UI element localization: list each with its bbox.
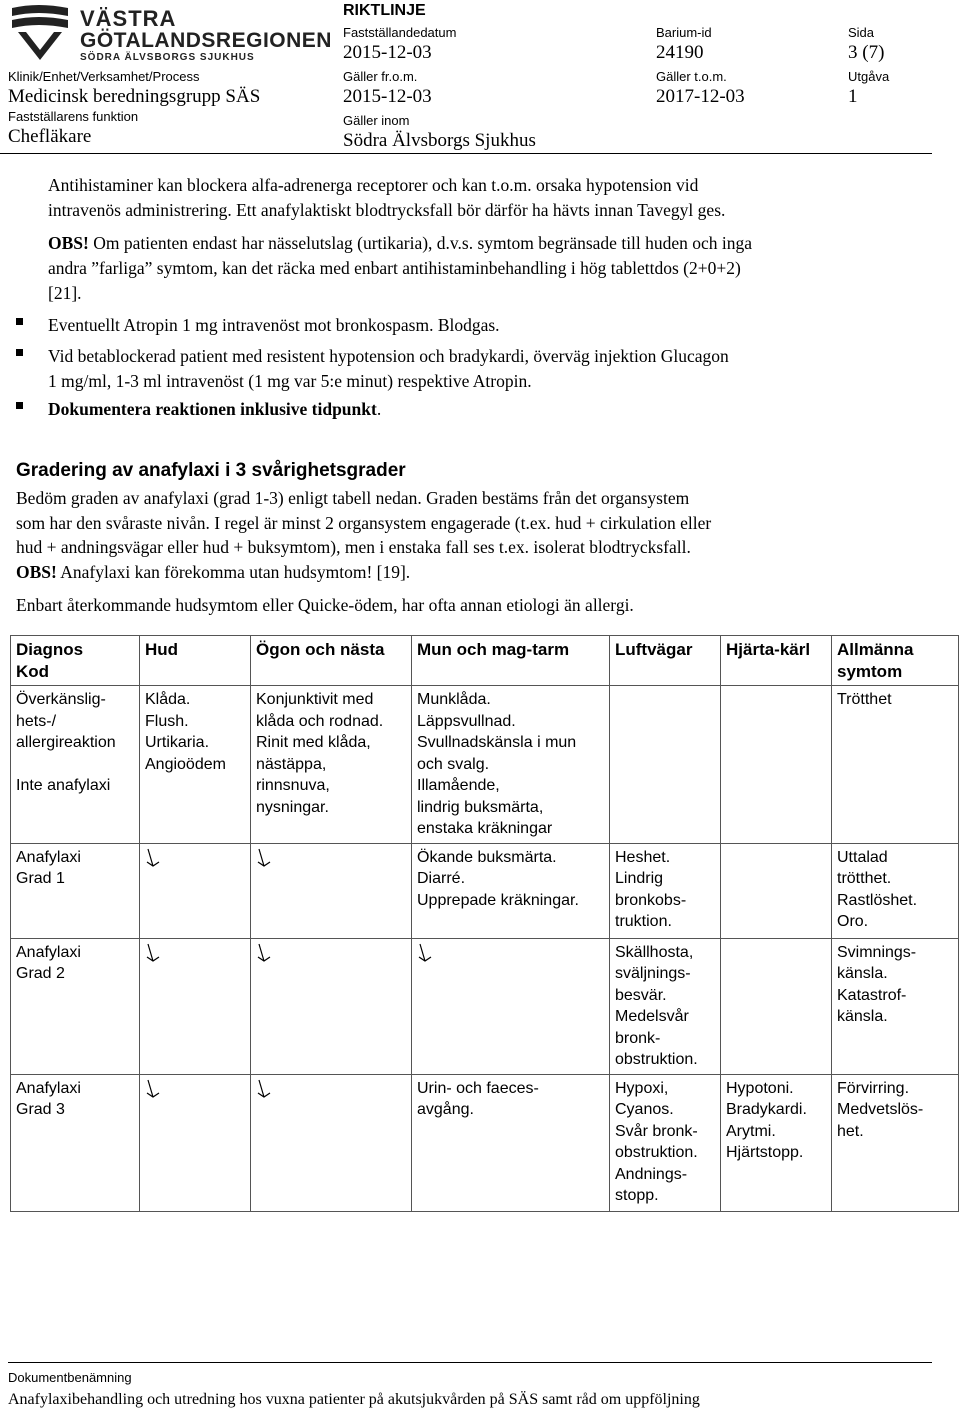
cell-line: obstruktion. bbox=[615, 1051, 698, 1068]
section-title: Gradering av anafylaxi i 3 svårighetsgrader bbox=[16, 460, 406, 481]
arrow-down-icon bbox=[145, 1078, 161, 1100]
cell-mun bbox=[412, 1074, 610, 1211]
cell-line: avgång. bbox=[417, 1101, 474, 1118]
p2-line1-text: Om patienten endast har nässelutslag (urtikaria), d.v.s. symtom begränsade till huden och inga bbox=[88, 233, 753, 253]
cell-line: känsla. bbox=[837, 965, 888, 982]
s-line3: hud + andningsvägar eller hud + buksymtom), men i enstaka fall ses t.ex. isolerat blodtrycksfall. bbox=[16, 537, 691, 557]
cell-allm bbox=[832, 686, 959, 844]
cell-line: het. bbox=[837, 1122, 864, 1140]
s-line2: som har den svåraste nivån. I regel är minst 2 organsystem engagerade (t.ex. hud + cirkulation eller bbox=[16, 512, 712, 533]
s-obs-label: OBS! bbox=[16, 561, 57, 582]
cell-mun bbox=[412, 843, 610, 938]
page-value: 3 (7) bbox=[848, 42, 885, 63]
cell-line: Anafylaxi bbox=[16, 943, 81, 961]
table-row bbox=[11, 1074, 959, 1211]
paragraph-antihistamine bbox=[48, 173, 725, 223]
page-label: Sida bbox=[848, 25, 875, 40]
paragraph-obs bbox=[48, 231, 752, 306]
cell-line: truktion. bbox=[615, 913, 672, 930]
grading-table bbox=[10, 635, 959, 1212]
p2-line1 bbox=[48, 231, 752, 256]
cell-luft bbox=[610, 843, 721, 938]
cell-line: allergireaktion bbox=[16, 734, 116, 751]
bullet-document bbox=[48, 397, 381, 422]
function-label: Fastställarens funktion bbox=[8, 109, 139, 124]
cell-line: Grad 3 bbox=[16, 1101, 65, 1118]
cell-line: bronk- bbox=[615, 1029, 661, 1047]
cell-line: Rastlöshet. bbox=[837, 891, 918, 909]
cell-line: Grad 1 bbox=[16, 870, 65, 887]
table-header-row bbox=[11, 636, 959, 686]
cell-line: Medelsvår bbox=[615, 1008, 689, 1025]
function-value: Chefläkare bbox=[8, 126, 92, 147]
logo: VÄSTRA GÖTALANDSREGIONEN SÖDRA ÄLVSBORGS SJUKHUS bbox=[8, 2, 308, 64]
bullet-betablocker bbox=[48, 344, 729, 394]
cell-line: bronkobs- bbox=[615, 891, 687, 909]
cell-line: rinnsnuva, bbox=[256, 777, 330, 794]
header-hjarta: Hjärta-kärl bbox=[721, 636, 832, 686]
header-luft: Luftvägar bbox=[610, 636, 721, 686]
cell-hud bbox=[140, 686, 251, 844]
cell-line bbox=[16, 754, 134, 776]
header-hud: Hud bbox=[140, 636, 251, 686]
established-label: Fastställandedatum bbox=[343, 25, 457, 40]
cell-line: Hjärtstopp. bbox=[726, 1144, 804, 1161]
cell-hud bbox=[140, 938, 251, 1074]
cell-allm bbox=[832, 1074, 959, 1211]
cell-line: Lindrig bbox=[615, 870, 664, 887]
cell-line: Uttalad bbox=[837, 848, 888, 866]
edition-label: Utgåva bbox=[848, 69, 890, 84]
cell-hud bbox=[140, 1074, 251, 1211]
table-row bbox=[11, 843, 959, 938]
cell-line: Grad 2 bbox=[16, 965, 65, 982]
cell-line: känsla. bbox=[837, 1008, 888, 1025]
b3-bold: Dokumentera reaktionen inklusive tidpunkt bbox=[48, 399, 377, 419]
cell-line: lindrig buksmärta, bbox=[417, 798, 544, 816]
cell-line: Hypoxi, bbox=[615, 1079, 669, 1097]
cell-line: besvär. bbox=[615, 986, 667, 1004]
cell-line: Diarré. bbox=[417, 870, 466, 887]
cell-line: Svullnadskänsla i mun bbox=[417, 734, 577, 751]
arrow-down-icon bbox=[256, 847, 272, 869]
cell-line: Hypotoni. bbox=[726, 1079, 794, 1097]
cell-hjarta bbox=[721, 686, 832, 844]
cell-diagnos bbox=[11, 1074, 140, 1211]
cell-ogon bbox=[251, 1074, 412, 1211]
cell-line: Bradykardi. bbox=[726, 1101, 807, 1118]
cell-line: Illamående, bbox=[417, 777, 500, 794]
header-allm: Allmänna symtom bbox=[832, 636, 959, 686]
established-value: 2015-12-03 bbox=[343, 42, 432, 63]
arrow-down-icon bbox=[417, 942, 433, 964]
s-line1: Bedöm graden av anafylaxi (grad 1-3) enligt tabell nedan. Graden bestäms från det organsystem bbox=[16, 488, 690, 508]
vgr-logo-icon bbox=[8, 2, 72, 62]
cell-hud bbox=[140, 843, 251, 938]
cell-line: Upprepade kräkningar. bbox=[417, 891, 579, 909]
header-ogon: Ögon och nästa bbox=[251, 636, 412, 686]
cell-luft bbox=[610, 1074, 721, 1211]
cell-line: Svimnings- bbox=[837, 943, 917, 961]
cell-mun bbox=[412, 686, 610, 844]
p2-line3: [21]. bbox=[48, 283, 82, 303]
valid-from-label: Gäller fr.o.m. bbox=[343, 69, 418, 84]
cell-line: trötthet. bbox=[837, 870, 892, 887]
cell-ogon bbox=[251, 938, 412, 1074]
cell-line: obstruktion. bbox=[615, 1144, 698, 1161]
header-divider bbox=[0, 153, 932, 154]
cell-line: klåda och rodnad. bbox=[256, 712, 384, 730]
cell-line: Svår bronk- bbox=[615, 1122, 698, 1140]
b2-line2: 1 mg/ml, 1-3 ml intravenöst (1 mg var 5:e minut) respektive Atropin. bbox=[48, 371, 532, 391]
cell-line: Urtikaria. bbox=[145, 734, 210, 751]
bullet-icon bbox=[16, 318, 23, 325]
barium-label: Barium-id bbox=[656, 25, 712, 40]
section-paragraph bbox=[16, 486, 711, 584]
cell-luft bbox=[610, 686, 721, 844]
cell-line: Inte anafylaxi bbox=[16, 777, 111, 794]
edition-value: 1 bbox=[848, 86, 858, 107]
cell-line: Konjunktivit med bbox=[256, 691, 374, 708]
barium-value: 24190 bbox=[656, 42, 704, 63]
valid-to-label: Gäller t.o.m. bbox=[656, 69, 727, 84]
cell-hjarta bbox=[721, 1074, 832, 1211]
b3-end: . bbox=[376, 399, 382, 419]
cell-diagnos bbox=[11, 686, 140, 844]
valid-to-value: 2017-12-03 bbox=[656, 86, 745, 107]
valid-within-value: Södra Älvsborgs Sjukhus bbox=[343, 130, 536, 151]
cell-line: Medvetslös- bbox=[837, 1101, 924, 1118]
header-mun: Mun och mag-tarm bbox=[412, 636, 610, 686]
bullet-icon bbox=[16, 349, 23, 356]
cell-line: Urin- och faeces- bbox=[417, 1079, 539, 1097]
cell-line: Skällhosta, bbox=[615, 943, 694, 961]
cell-line: Munklåda. bbox=[417, 691, 491, 708]
arrow-down-icon bbox=[145, 942, 161, 964]
cell-line: stopp. bbox=[615, 1187, 659, 1204]
cell-line: Klåda. bbox=[145, 691, 191, 708]
cell-mun bbox=[412, 938, 610, 1074]
cell-line: Heshet. bbox=[615, 848, 671, 866]
p1-line1: Antihistaminer kan blockera alfa-adrenerga receptorer och kan t.o.m. orsaka hypotension vid bbox=[48, 175, 699, 195]
table-row bbox=[11, 686, 959, 844]
cell-luft bbox=[610, 938, 721, 1074]
cell-line: Ökande buksmärta. bbox=[417, 848, 557, 866]
cell-ogon bbox=[251, 843, 412, 938]
cell-line: och svalg. bbox=[417, 755, 490, 773]
cell-line: Överkänslig- bbox=[16, 691, 106, 708]
bullet-atropin: Eventuellt Atropin 1 mg intravenöst mot bronkospasm. Blodgas. bbox=[48, 315, 500, 335]
cell-line: Trötthet bbox=[837, 691, 892, 708]
cell-line: Anafylaxi bbox=[16, 1079, 81, 1097]
arrow-down-icon bbox=[145, 847, 161, 869]
unit-value: Medicinsk beredningsgrupp SÄS bbox=[8, 86, 261, 107]
cell-hjarta bbox=[721, 843, 832, 938]
cell-line: Läppsvullnad. bbox=[417, 712, 516, 730]
cell-allm bbox=[832, 843, 959, 938]
header-diagnos: Diagnos Kod bbox=[11, 636, 140, 686]
cell-allm bbox=[832, 938, 959, 1074]
cell-line: hets-/ bbox=[16, 712, 57, 730]
footer-divider bbox=[8, 1362, 932, 1363]
section-note: Enbart återkommande hudsymtom eller Quicke-ödem, har ofta annan etiologi än allergi. bbox=[16, 595, 634, 615]
valid-from-value: 2015-12-03 bbox=[343, 86, 432, 107]
p1-line2: intravenös administrering. Ett anafylaktiskt blodtrycksfall bör därför ha hävts innan Tavegyl ges. bbox=[48, 200, 726, 220]
cell-line: Oro. bbox=[837, 913, 869, 930]
cell-line: Arytmi. bbox=[726, 1122, 776, 1140]
cell-line: nästäppa, bbox=[256, 755, 327, 773]
cell-line: Flush. bbox=[145, 712, 189, 730]
unit-label: Klinik/Enhet/Verksamhet/Process bbox=[8, 69, 200, 84]
arrow-down-icon bbox=[256, 942, 272, 964]
cell-line: sväljnings- bbox=[615, 965, 691, 982]
cell-line: Katastrof- bbox=[837, 986, 907, 1004]
obs-label: OBS! bbox=[48, 233, 89, 253]
s-line4 bbox=[16, 560, 711, 585]
footer-label: Dokumentbenämning bbox=[8, 1370, 132, 1385]
s-line4-text: Anafylaxi kan förekomma utan hudsymtom! [19]. bbox=[56, 561, 411, 582]
cell-hjarta bbox=[721, 938, 832, 1074]
cell-line: Andnings- bbox=[615, 1165, 688, 1183]
table-row bbox=[11, 938, 959, 1074]
arrow-down-icon bbox=[256, 1078, 272, 1100]
cell-diagnos bbox=[11, 843, 140, 938]
cell-line: nysningar. bbox=[256, 798, 329, 816]
cell-ogon bbox=[251, 686, 412, 844]
doc-type: RIKTLINJE bbox=[343, 2, 426, 19]
footer-doc-name: Anafylaxibehandling och utredning hos vuxna patienter på akutsjukvården på SÄS samt råd om uppföljning bbox=[8, 1391, 700, 1408]
b2-line1: Vid betablockerad patient med resistent hypotension och bradykardi, överväg injektion Glucagon bbox=[48, 346, 729, 366]
cell-line: enstaka kräkningar bbox=[417, 820, 553, 837]
cell-line: Cyanos. bbox=[615, 1101, 674, 1118]
p2-line2: andra ”farliga” symtom, kan det räcka med enbart antihistaminbehandling i hög tablettdos (2+0+2) bbox=[48, 258, 741, 278]
cell-line: Förvirring. bbox=[837, 1079, 910, 1097]
valid-within-label: Gäller inom bbox=[343, 113, 410, 128]
cell-line: Anafylaxi bbox=[16, 848, 81, 866]
cell-line: Angioödem bbox=[145, 755, 226, 773]
cell-diagnos bbox=[11, 938, 140, 1074]
cell-line: Rinit med klåda, bbox=[256, 734, 371, 751]
bullet-icon bbox=[16, 402, 23, 409]
